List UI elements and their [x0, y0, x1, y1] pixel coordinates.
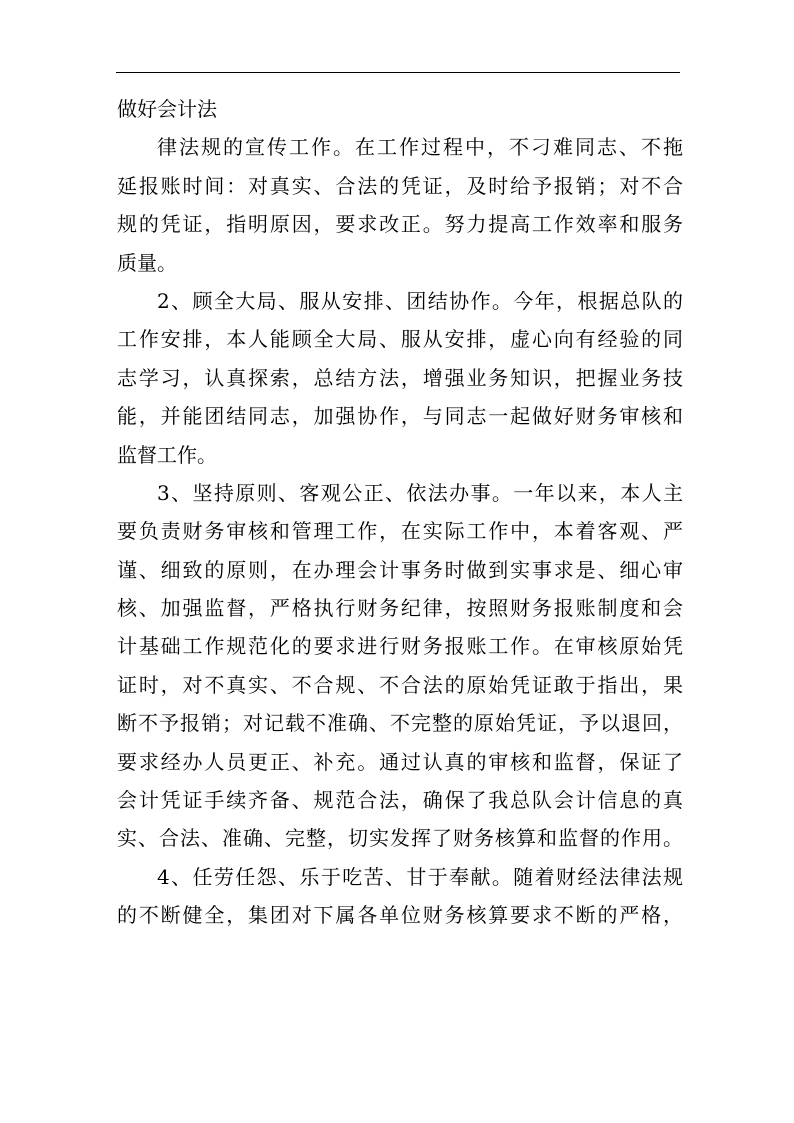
- paragraph-4-line-1: 4、任劳任怨、乐于吃苦、甘于奉献。随着财经法律法规: [157, 864, 683, 889]
- paragraph-3-line-9: 会计凭证手续齐备、规范合法，确保了我总队会计信息的真: [117, 788, 683, 813]
- paragraph-3-line-4: 核、加强监督，严格执行财务纪律，按照财务报账制度和会: [117, 596, 683, 621]
- paragraph-3-line-10: 实、合法、准确、完整，切实发挥了财务核算和监督的作用。: [117, 826, 683, 851]
- header-rule: [116, 72, 680, 73]
- paragraph-1-line-2: 延报账时间：对真实、合法的凭证，及时给予报销；对不合: [117, 173, 683, 198]
- paragraph-2-line-3: 志学习，认真探索，总结方法，增强业务知识，把握业务技: [117, 365, 683, 390]
- paragraph-3-line-2: 要负责财务审核和管理工作，在实际工作中，本着客观、严: [117, 519, 683, 544]
- paragraph-3-line-5: 计基础工作规范化的要求进行财务报账工作。在审核原始凭: [117, 634, 683, 659]
- paragraph-1-line-1: 律法规的宣传工作。在工作过程中，不刁难同志、不拖: [157, 135, 683, 160]
- paragraph-1-line-3: 规的凭证，指明原因，要求改正。努力提高工作效率和服务: [117, 212, 683, 237]
- paragraph-1-line-4: 质量。: [117, 250, 177, 275]
- paragraph-3-line-7: 断不予报销；对记载不准确、不完整的原始凭证，予以退回，: [117, 711, 683, 736]
- paragraph-4-line-2: 的不断健全，集团对下属各单位财务核算要求不断的严格，: [117, 903, 683, 928]
- paragraph-3-line-8: 要求经办人员更正、补充。通过认真的审核和监督，保证了: [117, 749, 683, 774]
- paragraph-2-line-2: 工作安排，本人能顾全大局、服从安排，虚心向有经验的同: [117, 327, 683, 352]
- paragraph-3-line-3: 谨、细致的原则，在办理会计事务时做到实事求是、细心审: [117, 557, 683, 582]
- section-heading: 做好会计法: [117, 97, 217, 121]
- paragraph-3-line-1: 3、坚持原则、客观公正、依法办事。一年以来，本人主: [157, 480, 683, 505]
- paragraph-2-line-1: 2、顾全大局、服从安排、团结协作。今年，根据总队的: [157, 288, 683, 313]
- document-body: [117, 90, 683, 935]
- paragraph-2-line-4: 能，并能团结同志，加强协作，与同志一起做好财务审核和: [117, 404, 683, 429]
- paragraph-3-line-6: 证时，对不真实、不合规、不合法的原始凭证敢于指出，果: [117, 672, 683, 697]
- paragraph-2-line-5: 监督工作。: [117, 442, 217, 467]
